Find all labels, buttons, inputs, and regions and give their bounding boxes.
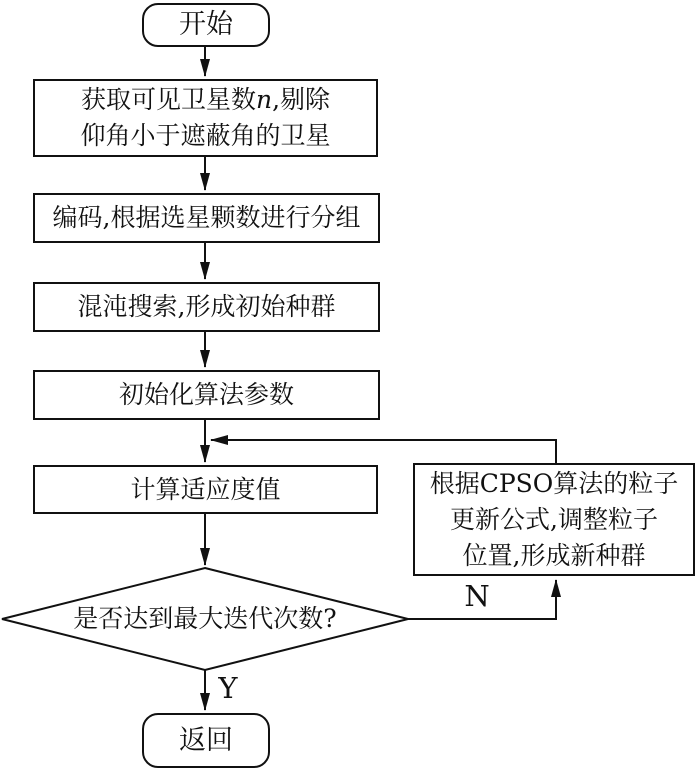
node-update-line3: 位置,形成新种群 <box>462 540 646 570</box>
node-init-params <box>33 370 380 420</box>
node-encode-group <box>33 193 380 243</box>
node-decision-label: 是否达到最大迭代次数? <box>73 604 337 633</box>
node-update-line2: 更新公式,调整粒子 <box>450 504 658 534</box>
branch-label-yes: Y <box>218 671 238 705</box>
node-init-label: 初始化算法参数 <box>118 380 294 409</box>
node-cpso-update <box>413 463 695 576</box>
node-return-label: 返回 <box>179 724 233 756</box>
node-acquire-line2: 仰角小于遮蔽角的卫星 <box>80 121 331 150</box>
node-encode-label: 编码,根据选星颗数进行分组 <box>52 203 361 232</box>
node-return <box>142 713 270 768</box>
node-compute-fitness <box>33 465 378 514</box>
edge-update-to-junction <box>211 440 556 463</box>
node-update-line1: 根据CPSO算法的粒子 <box>429 468 679 498</box>
node-start-label: 开始 <box>179 9 233 40</box>
node-acquire-line1: 获取可见卫星数n,剔除 <box>80 85 331 114</box>
node-start <box>142 3 270 47</box>
node-chaos-search <box>33 282 380 332</box>
branch-label-no: N <box>464 579 490 613</box>
node-chaos-label: 混沌搜索,形成初始种群 <box>77 292 336 321</box>
node-fitness-label: 计算适应度值 <box>130 474 281 504</box>
node-acquire-satellites <box>33 79 378 157</box>
